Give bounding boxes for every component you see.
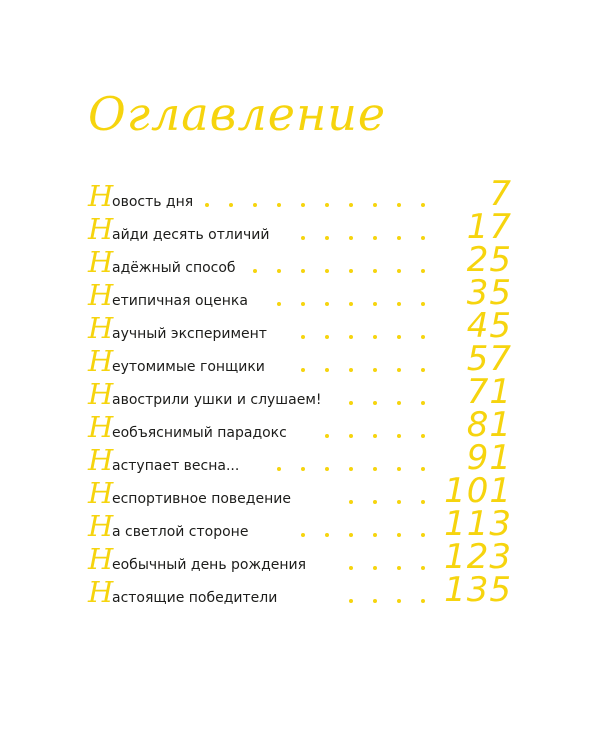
dot-leader: [301, 517, 445, 537]
entry-initial-letter: Н: [88, 212, 114, 246]
leader-dot: [373, 269, 377, 273]
leader-dot: [349, 368, 353, 372]
dot-leader: [349, 385, 445, 405]
leader-dot: [421, 599, 425, 603]
leader-dot: [397, 566, 401, 570]
leader-dot: [229, 203, 233, 207]
entry-initial-letter: Н: [88, 377, 114, 411]
leader-dot: [421, 368, 425, 372]
leader-dot: [421, 500, 425, 504]
entry-initial-letter: Н: [88, 344, 114, 378]
leader-dot: [373, 434, 377, 438]
entry-title: еобъяснимый парадокс: [112, 425, 287, 441]
leader-dot: [421, 533, 425, 537]
dot-leader: [325, 418, 445, 438]
leader-dot: [373, 599, 377, 603]
entry-page-number: 35: [466, 273, 512, 313]
dot-leader: [349, 583, 445, 603]
entry-page-number: 25: [466, 240, 512, 280]
leader-dot: [349, 302, 353, 306]
entry-initial-letter: Н: [88, 575, 114, 609]
entry-initial-letter: Н: [88, 311, 114, 345]
leader-dot: [421, 203, 425, 207]
leader-dot: [421, 269, 425, 273]
entry-initial-letter: Н: [88, 245, 114, 279]
entry-page-number: 71: [466, 372, 512, 412]
leader-dot: [349, 269, 353, 273]
leader-dot: [277, 467, 281, 471]
leader-dot: [301, 335, 305, 339]
dot-leader: [253, 253, 445, 273]
leader-dot: [373, 533, 377, 537]
entry-initial-letter: Н: [88, 509, 114, 543]
entry-page-number: 7: [489, 174, 512, 214]
entry-title: аучный эксперимент: [112, 326, 267, 342]
entry-initial-letter: Н: [88, 542, 114, 576]
leader-dot: [397, 368, 401, 372]
leader-dot: [397, 401, 401, 405]
leader-dot: [421, 434, 425, 438]
leader-dot: [397, 434, 401, 438]
leader-dot: [349, 203, 353, 207]
entry-title: аступает весна...: [112, 458, 240, 474]
entry-title: овость дня: [112, 194, 194, 210]
entry-title: етипичная оценка: [112, 293, 248, 309]
entry-page-number: 81: [466, 405, 512, 445]
leader-dot: [397, 599, 401, 603]
dot-leader: [349, 550, 445, 570]
leader-dot: [397, 302, 401, 306]
entry-title: еутомимые гонщики: [112, 359, 265, 375]
leader-dot: [301, 269, 305, 273]
dot-leader: [301, 220, 445, 240]
leader-dot: [277, 203, 281, 207]
dot-leader: [277, 451, 445, 471]
leader-dot: [325, 467, 329, 471]
entry-initial-letter: Н: [88, 476, 114, 510]
leader-dot: [349, 401, 353, 405]
dot-leader: [349, 484, 445, 504]
entry-initial-letter: Н: [88, 410, 114, 444]
leader-dot: [373, 203, 377, 207]
leader-dot: [253, 269, 257, 273]
leader-dot: [325, 302, 329, 306]
entry-page-number: 45: [466, 306, 512, 346]
table-of-contents: [0, 174, 600, 610]
entry-page-number: 101: [444, 471, 512, 511]
leader-dot: [373, 401, 377, 405]
entry-title: адёжный способ: [112, 260, 236, 276]
leader-dot: [349, 434, 353, 438]
entry-initial-letter: Н: [88, 443, 114, 477]
leader-dot: [349, 599, 353, 603]
dot-leader: [277, 286, 445, 306]
entry-page-number: 57: [466, 339, 512, 379]
entry-title: авострили ушки и слушаем!: [112, 392, 322, 408]
page-title: Оглавление: [88, 87, 387, 141]
leader-dot: [421, 467, 425, 471]
leader-dot: [349, 500, 353, 504]
leader-dot: [421, 236, 425, 240]
leader-dot: [373, 335, 377, 339]
leader-dot: [397, 500, 401, 504]
leader-dot: [397, 236, 401, 240]
leader-dot: [373, 566, 377, 570]
entry-title: астоящие победители: [112, 590, 278, 606]
entry-title: еобычный день рождения: [112, 557, 307, 573]
dot-leader: [301, 319, 445, 339]
leader-dot: [349, 335, 353, 339]
leader-dot: [325, 533, 329, 537]
entry-initial-letter: Н: [88, 179, 114, 213]
entry-page-number: 91: [466, 438, 512, 478]
leader-dot: [397, 269, 401, 273]
leader-dot: [397, 467, 401, 471]
leader-dot: [301, 203, 305, 207]
entry-page-number: 17: [466, 207, 512, 247]
leader-dot: [397, 203, 401, 207]
leader-dot: [397, 533, 401, 537]
leader-dot: [373, 467, 377, 471]
leader-dot: [325, 269, 329, 273]
toc-entry[interactable]: [0, 570, 600, 610]
leader-dot: [325, 368, 329, 372]
entry-initial-letter: Н: [88, 278, 114, 312]
leader-dot: [373, 500, 377, 504]
leader-dot: [325, 434, 329, 438]
leader-dot: [349, 236, 353, 240]
entry-page-number: 113: [444, 504, 512, 544]
entry-page-number: 135: [444, 570, 512, 610]
leader-dot: [301, 236, 305, 240]
leader-dot: [421, 566, 425, 570]
leader-dot: [397, 335, 401, 339]
leader-dot: [301, 302, 305, 306]
entry-title: айди десять отличий: [112, 227, 270, 243]
leader-dot: [349, 566, 353, 570]
entry-page-number: 123: [444, 537, 512, 577]
leader-dot: [325, 335, 329, 339]
leader-dot: [373, 302, 377, 306]
entry-title: а светлой стороне: [112, 524, 249, 540]
leader-dot: [205, 203, 209, 207]
leader-dot: [373, 236, 377, 240]
leader-dot: [349, 467, 353, 471]
leader-dot: [421, 302, 425, 306]
leader-dot: [421, 401, 425, 405]
leader-dot: [349, 533, 353, 537]
entry-title: еспортивное поведение: [112, 491, 291, 507]
leader-dot: [253, 203, 257, 207]
leader-dot: [325, 236, 329, 240]
dot-leader: [205, 187, 445, 207]
leader-dot: [301, 467, 305, 471]
leader-dot: [277, 302, 281, 306]
dot-leader: [301, 352, 445, 372]
leader-dot: [373, 368, 377, 372]
leader-dot: [301, 533, 305, 537]
leader-dot: [301, 368, 305, 372]
leader-dot: [421, 335, 425, 339]
leader-dot: [277, 269, 281, 273]
leader-dot: [325, 203, 329, 207]
